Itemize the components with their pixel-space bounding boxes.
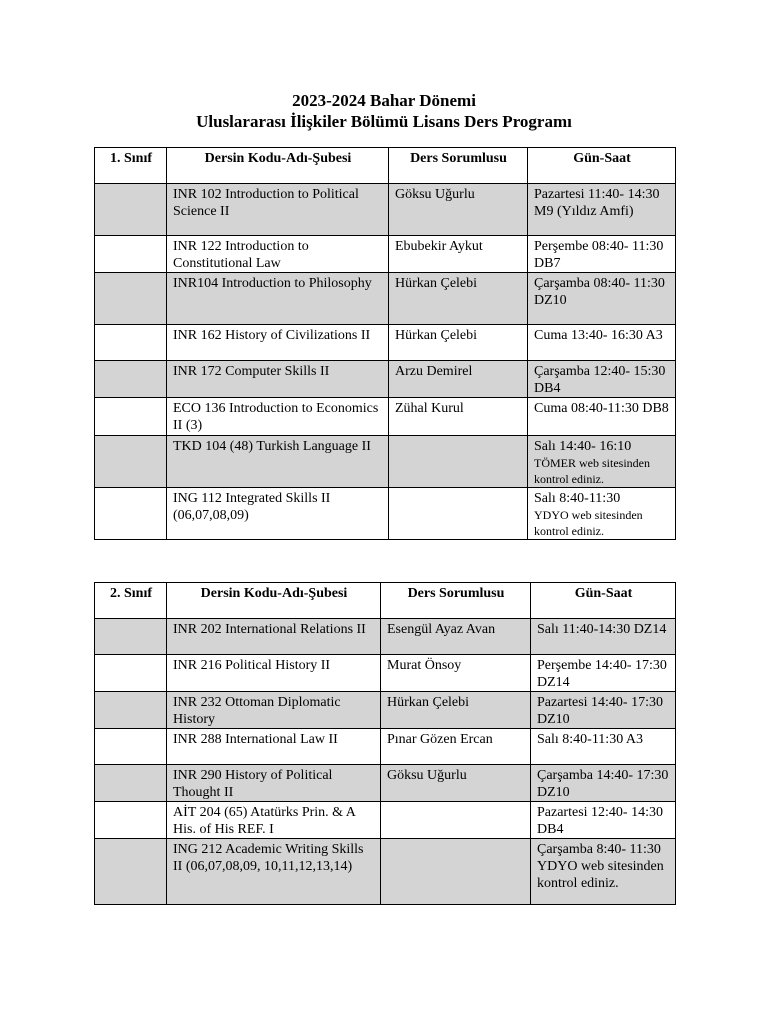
table-row (95, 692, 676, 729)
course-cell: ING 112 Integrated Skills II (06,07,08,09) (167, 488, 389, 540)
document-title (0, 90, 768, 132)
day-time-text: Çarşamba 12:40- 15:30 DB4 (534, 364, 666, 396)
table-row (95, 273, 676, 325)
day-time-cell (528, 361, 676, 398)
header-class: 2. Sınıf (95, 583, 167, 619)
class-cell (95, 236, 167, 273)
day-time-cell (528, 273, 676, 325)
class-cell (95, 325, 167, 361)
first-year-schedule-table (94, 147, 676, 540)
day-time-text: Salı 14:40- 16:10 (534, 439, 632, 454)
instructor-cell: Göksu Uğurlu (381, 765, 531, 802)
class-cell (95, 361, 167, 398)
instructor-cell (389, 436, 528, 488)
course-cell: INR 172 Computer Skills II (167, 361, 389, 398)
day-time-text: Pazartesi 12:40- 14:30 DB4 (537, 805, 663, 837)
table-row (95, 839, 676, 905)
instructor-cell: Hürkan Çelebi (389, 325, 528, 361)
day-time-cell (531, 839, 676, 905)
table-row (95, 398, 676, 436)
class-cell (95, 488, 167, 540)
course-cell: INR 290 History of Political Thought II (167, 765, 381, 802)
day-time-text: Salı 8:40-11:30 A3 (537, 732, 644, 747)
course-cell: INR 162 History of Civilizations II (167, 325, 389, 361)
course-cell: INR 216 Political History II (167, 655, 381, 692)
class-cell (95, 729, 167, 765)
course-cell: INR 122 Introduction to Constitutional Law (167, 236, 389, 273)
day-time-cell (531, 655, 676, 692)
day-time-cell (531, 802, 676, 839)
instructor-cell: Pınar Gözen Ercan (381, 729, 531, 765)
header-instructor: Ders Sorumlusu (381, 583, 531, 619)
schedule-note: YDYO web sitesinden kontrol ediniz. (534, 508, 643, 538)
class-cell (95, 184, 167, 236)
second-year-schedule-table (94, 582, 676, 905)
header-course: Dersin Kodu-Adı-Şubesi (167, 583, 381, 619)
instructor-cell: Ebubekir Aykut (389, 236, 528, 273)
day-time-cell (528, 236, 676, 273)
class-cell (95, 273, 167, 325)
day-time-cell (531, 765, 676, 802)
day-time-text: Pazartesi 11:40- 14:30 M9 (Yıldız Amfi) (534, 187, 660, 219)
header-instructor: Ders Sorumlusu (389, 148, 528, 184)
instructor-cell: Hürkan Çelebi (389, 273, 528, 325)
table-row (95, 619, 676, 655)
day-time-text: Perşembe 14:40- 17:30 DZ14 (537, 658, 667, 690)
table-row (95, 802, 676, 839)
instructor-cell: Murat Önsoy (381, 655, 531, 692)
table-row (95, 236, 676, 273)
day-time-text: Çarşamba 8:40- 11:30 YDYO web sitesinden kontrol ediniz. (537, 842, 664, 891)
instructor-cell (389, 488, 528, 540)
day-time-cell (528, 436, 676, 488)
day-time-text: Pazartesi 14:40- 17:30 DZ10 (537, 695, 663, 727)
table-row (95, 325, 676, 361)
instructor-cell: Esengül Ayaz Avan (381, 619, 531, 655)
schedule-note: TÖMER web sitesinden kontrol ediniz. (534, 456, 650, 486)
header-day-time: Gün-Saat (528, 148, 676, 184)
class-cell (95, 765, 167, 802)
course-cell: ING 212 Academic Writing Skills II (06,07,08,09, 10,11,12,13,14) (167, 839, 381, 905)
course-cell: INR 232 Ottoman Diplomatic History (167, 692, 381, 729)
instructor-cell: Hürkan Çelebi (381, 692, 531, 729)
day-time-cell (528, 398, 676, 436)
course-cell: TKD 104 (48) Turkish Language II (167, 436, 389, 488)
instructor-cell (381, 839, 531, 905)
day-time-text: Salı 11:40-14:30 DZ14 (537, 622, 667, 637)
instructor-cell: Arzu Demirel (389, 361, 528, 398)
instructor-cell: Göksu Uğurlu (389, 184, 528, 236)
table-header-row (95, 148, 676, 184)
course-cell: AİT 204 (65) Atatürks Prin. & A His. of His REF. I (167, 802, 381, 839)
header-class: 1. Sınıf (95, 148, 167, 184)
title-line-1: 2023-2024 Bahar Dönemi (292, 91, 476, 110)
course-cell: INR 102 Introduction to Political Science II (167, 184, 389, 236)
table-row (95, 729, 676, 765)
table-row (95, 488, 676, 540)
class-cell (95, 436, 167, 488)
day-time-cell (531, 619, 676, 655)
day-time-cell (528, 325, 676, 361)
day-time-text: Çarşamba 14:40- 17:30 DZ10 (537, 768, 669, 800)
title-line-2: Uluslararası İlişkiler Bölümü Lisans Ders Programı (196, 112, 572, 131)
course-cell: INR 288 International Law II (167, 729, 381, 765)
table-header-row (95, 583, 676, 619)
day-time-text: Perşembe 08:40- 11:30 DB7 (534, 239, 664, 271)
header-course: Dersin Kodu-Adı-Şubesi (167, 148, 389, 184)
table-row (95, 655, 676, 692)
table-row (95, 436, 676, 488)
day-time-cell (528, 184, 676, 236)
day-time-text: Cuma 08:40-11:30 DB8 (534, 401, 669, 416)
day-time-text: Çarşamba 08:40- 11:30 DZ10 (534, 276, 665, 308)
class-cell (95, 655, 167, 692)
class-cell (95, 619, 167, 655)
day-time-cell (531, 729, 676, 765)
class-cell (95, 802, 167, 839)
course-cell: INR104 Introduction to Philosophy (167, 273, 389, 325)
day-time-cell (531, 692, 676, 729)
instructor-cell (381, 802, 531, 839)
day-time-text: Cuma 13:40- 16:30 A3 (534, 328, 663, 343)
instructor-cell: Zühal Kurul (389, 398, 528, 436)
header-day-time: Gün-Saat (531, 583, 676, 619)
class-cell (95, 692, 167, 729)
table-row (95, 765, 676, 802)
course-cell: INR 202 International Relations II (167, 619, 381, 655)
day-time-cell (528, 488, 676, 540)
course-cell: ECO 136 Introduction to Economics II (3) (167, 398, 389, 436)
table-row (95, 361, 676, 398)
day-time-text: Salı 8:40-11:30 (534, 491, 621, 506)
class-cell (95, 839, 167, 905)
table-row (95, 184, 676, 236)
class-cell (95, 398, 167, 436)
